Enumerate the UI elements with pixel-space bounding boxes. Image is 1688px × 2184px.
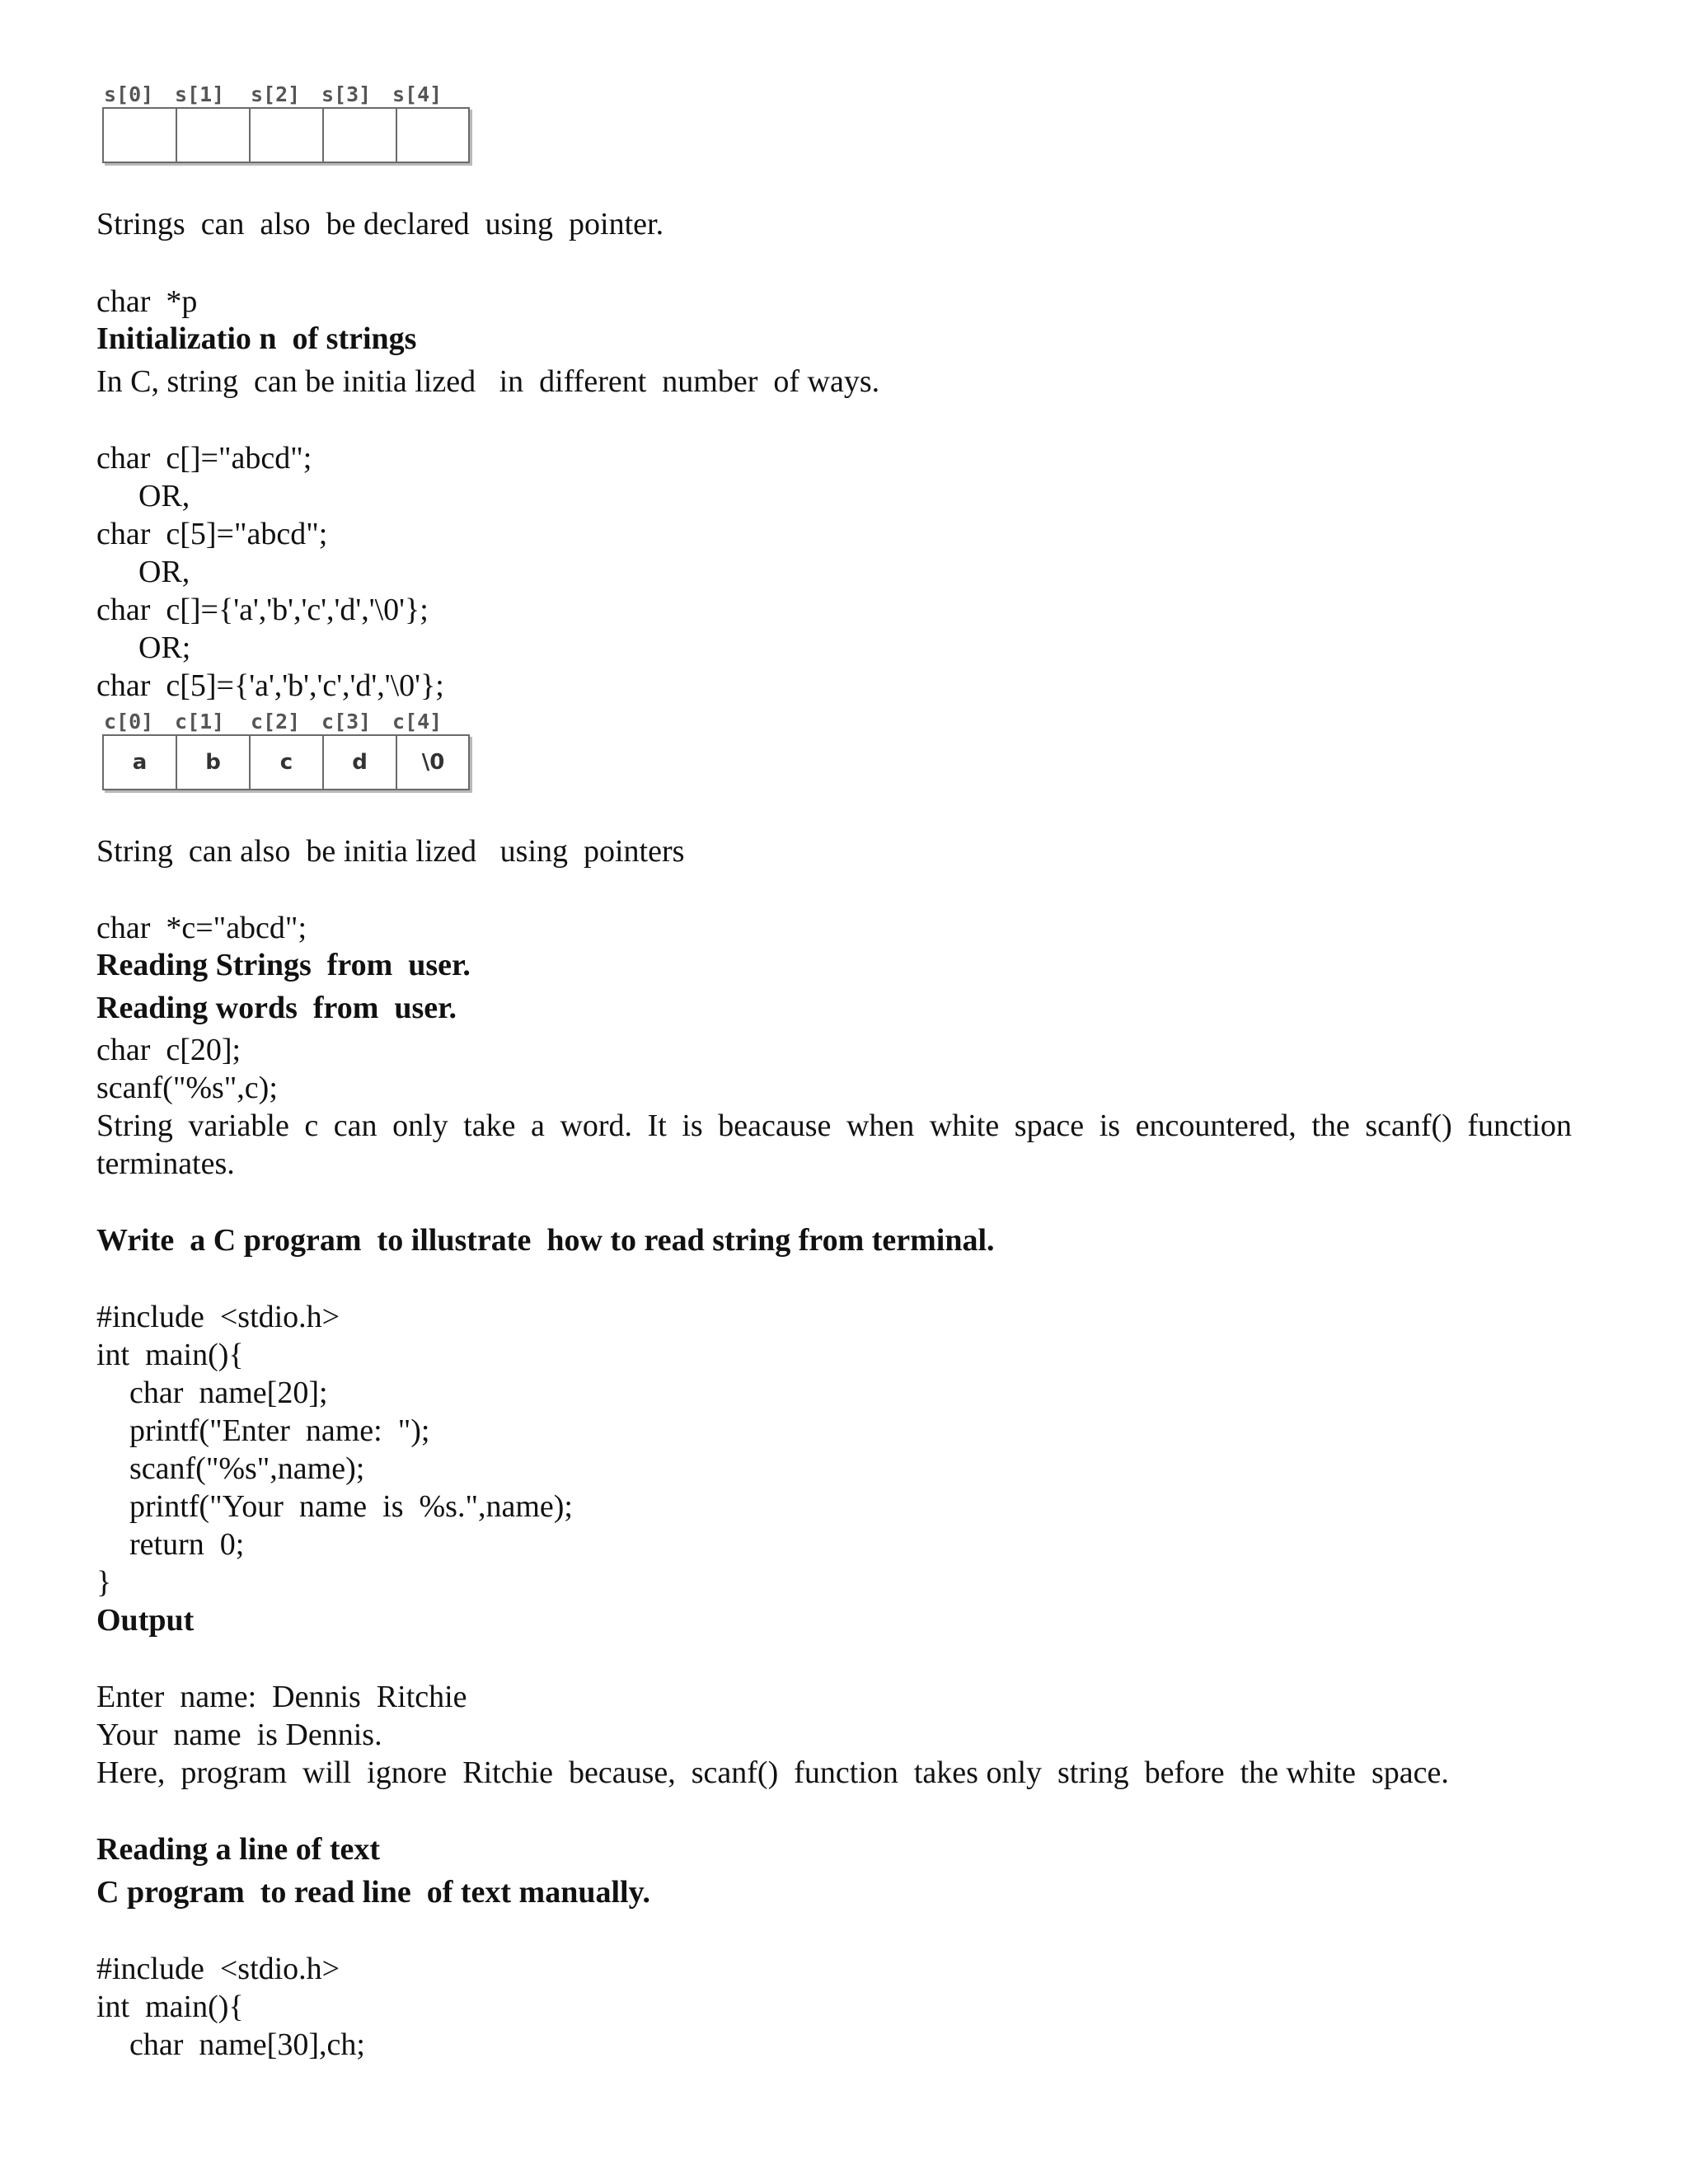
- code-line: char c[]="abcd";: [96, 441, 312, 476]
- array-index-label: s[2]: [251, 82, 301, 106]
- code-line: OR,: [138, 555, 190, 589]
- text-line: Here, program will ignore Ritchie because, scanf() function takes only string before the white space.: [96, 1755, 1449, 1790]
- text-line: Strings can also be declared using pointer.: [96, 207, 664, 241]
- code-line: char *p: [96, 284, 198, 319]
- array-cell: a: [104, 736, 177, 789]
- code-line: return 0;: [129, 1527, 245, 1562]
- code-line: char c[20];: [96, 1033, 241, 1067]
- array-cell: \0: [421, 750, 445, 775]
- code-line: scanf("%s",name);: [129, 1451, 365, 1486]
- code-line: scanf("%s",c);: [96, 1071, 278, 1105]
- array-index-labels: [102, 710, 470, 734]
- array-cells: [102, 734, 470, 790]
- code-line: char name[20];: [129, 1376, 328, 1410]
- code-line: char c[5]={'a','b','c','d','\0'};: [96, 668, 444, 703]
- array-cell: b: [177, 736, 251, 789]
- code-line: OR,: [138, 479, 190, 513]
- code-line: printf("Enter name: ");: [129, 1413, 430, 1448]
- array-index-label: c[3]: [321, 710, 372, 733]
- array-index-labels: [102, 82, 470, 107]
- code-line: OR;: [138, 630, 191, 665]
- output-line: Enter name: Dennis Ritchie: [96, 1680, 467, 1714]
- section-heading: C program to read line of text manually.: [96, 1875, 650, 1910]
- code-line: #include <stdio.h>: [96, 1300, 340, 1334]
- array-cell: c: [251, 736, 324, 789]
- code-line: char c[5]="abcd";: [96, 517, 328, 551]
- text-line: String variable c can only take a word. It is beacause when white space is encountered, the scanf() function: [96, 1108, 1572, 1143]
- array-cell: [251, 109, 324, 162]
- array-index-label: s[0]: [104, 82, 154, 106]
- array-index-label: c[0]: [104, 710, 154, 733]
- array-index-label: s[4]: [392, 82, 443, 106]
- array-cell: [397, 109, 469, 162]
- array-diagram-s: [102, 82, 470, 163]
- section-heading: Reading a line of text: [96, 1832, 381, 1867]
- array-cell: [104, 109, 177, 162]
- array-cells: [102, 107, 470, 163]
- code-line: printf("Your name is %s.",name);: [129, 1489, 573, 1524]
- section-heading: Reading words from user.: [96, 991, 457, 1025]
- code-line: int main(){: [96, 1338, 244, 1372]
- array-cell: d: [324, 736, 397, 789]
- code-line: #include <stdio.h>: [96, 1952, 340, 1986]
- array-index-label: c[2]: [251, 710, 301, 733]
- array-index-label: c[1]: [175, 710, 225, 733]
- array-index-label: s[3]: [321, 82, 372, 106]
- section-heading: Initializatio n of strings: [96, 321, 417, 356]
- array-diagram-c: [102, 710, 470, 790]
- code-line: }: [96, 1565, 112, 1600]
- code-line: char name[30],ch;: [129, 2027, 365, 2062]
- array-index-label: s[1]: [175, 82, 225, 106]
- output-line: Your name is Dennis.: [96, 1718, 382, 1752]
- section-heading: Write a C program to illustrate how to read string from terminal.: [96, 1223, 995, 1258]
- text-line: String can also be initia lized using pointers: [96, 834, 685, 869]
- section-heading: Output: [96, 1603, 195, 1638]
- text-line: terminates.: [96, 1146, 235, 1181]
- text-line: In C, string can be initia lized in different number of ways.: [96, 364, 880, 399]
- array-index-label: c[4]: [392, 710, 443, 733]
- code-line: char *c="abcd";: [96, 911, 307, 945]
- array-cell: [324, 109, 397, 162]
- code-line: char c[]={'a','b','c','d','\0'};: [96, 593, 429, 627]
- code-line: int main(){: [96, 1990, 244, 2024]
- section-heading: Reading Strings from user.: [96, 948, 471, 982]
- array-cell: [177, 109, 251, 162]
